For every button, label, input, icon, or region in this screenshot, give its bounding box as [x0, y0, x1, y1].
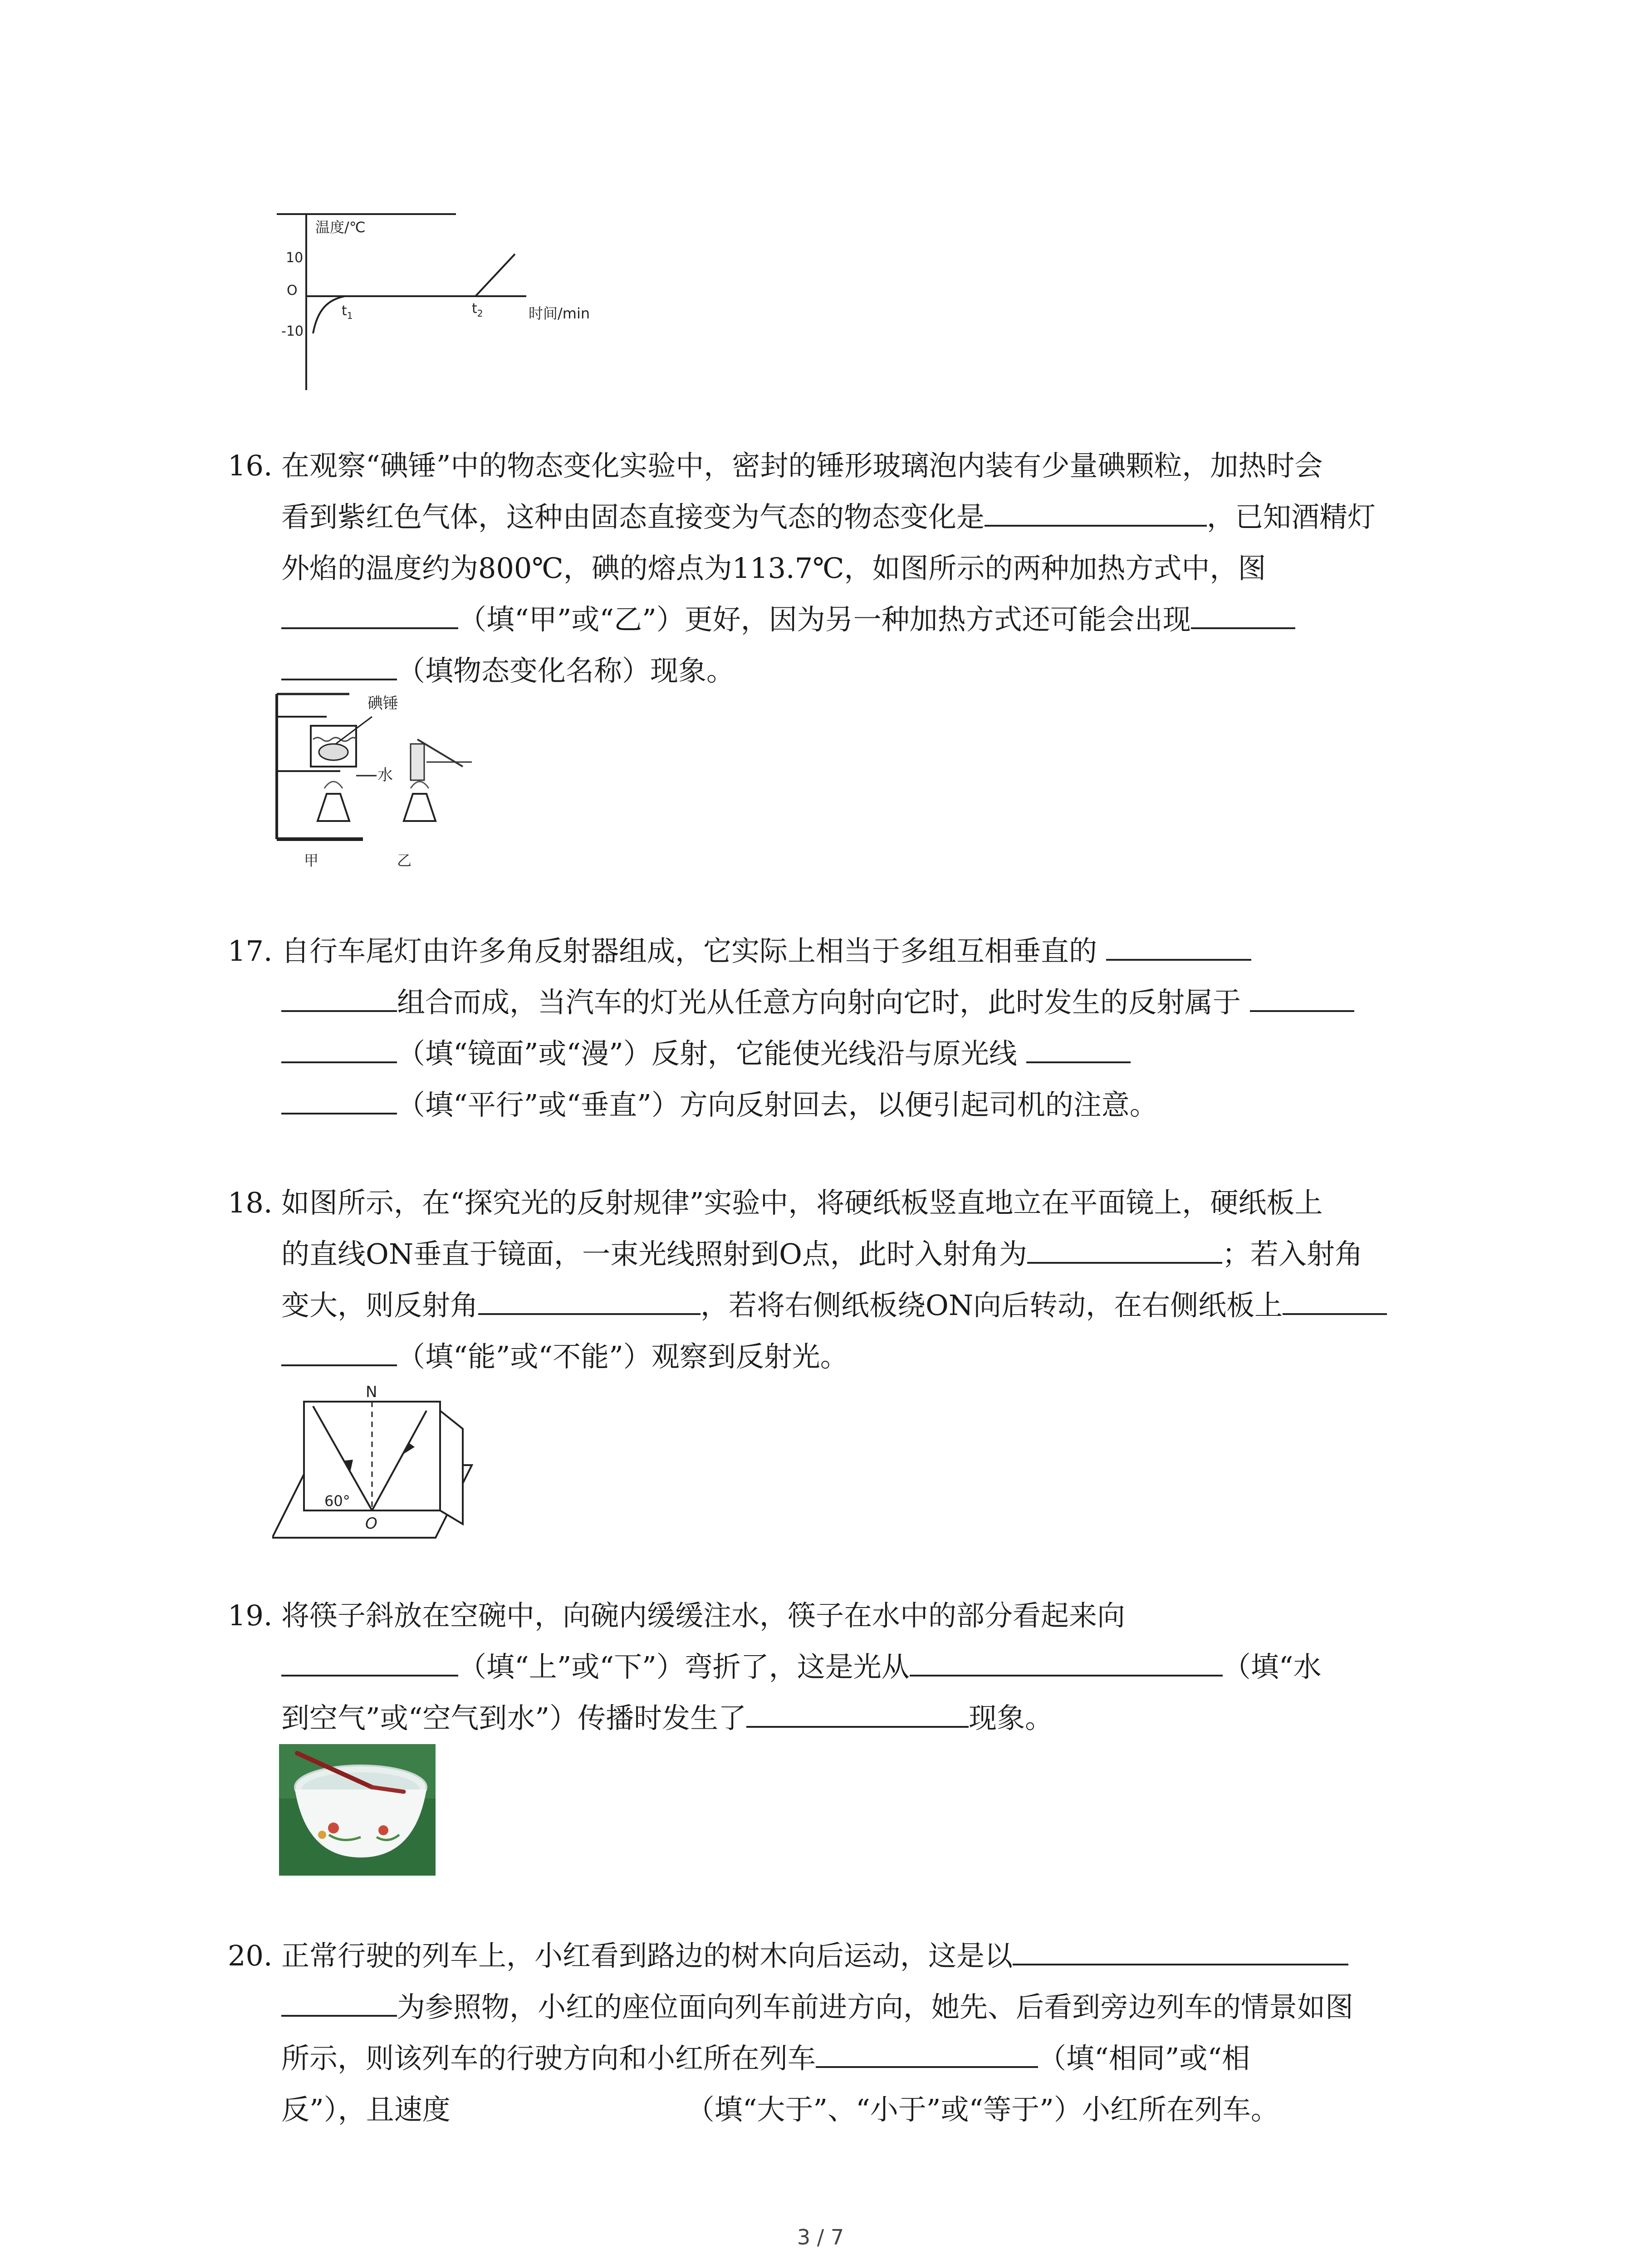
label-iodine-hammer: 碘锤	[367, 694, 398, 713]
question-number: 19.	[228, 1599, 273, 1632]
q18-line3a: 变大，则反射角	[281, 1289, 479, 1322]
question-number: 18.	[228, 1186, 273, 1219]
answer-blank[interactable]	[816, 2040, 1038, 2068]
q19-line3a: 到空气”或“空气到水”）传播时发生了	[281, 1701, 747, 1735]
question-number: 17.	[228, 934, 273, 968]
q19-line2a: （填“上”或“下”）弯折了，这是光从	[458, 1650, 910, 1683]
answer-blank[interactable]	[478, 1287, 700, 1315]
answer-blank[interactable]	[281, 1338, 397, 1366]
q17-line1: 自行车尾灯由许多角反射器组成，它实际上相当于多组互相垂直的	[281, 934, 1097, 968]
answer-blank[interactable]	[985, 499, 1207, 527]
x-axis-label: 时间/min	[529, 305, 590, 322]
q20-line1: 正常行驶的列车上，小红看到路边的树木向后运动，这是以	[281, 1939, 1013, 1972]
q20-line4a: 反”），且速度	[281, 2093, 451, 2126]
q16-line4: （填“甲”或“乙”）更好，因为另一种加热方式还可能会出现	[458, 603, 1191, 636]
question-16	[228, 440, 1453, 696]
temperature-time-graph	[245, 204, 653, 395]
q20-line4b: （填“大于”、“小于”或“等于”）小红所在列车。	[686, 2093, 1279, 2126]
q18-line1: 如图所示，在“探究光的反射规律”实验中，将硬纸板竖直地立在平面镜上，硬纸板上	[281, 1186, 1323, 1219]
light-reflection-figure	[272, 1379, 481, 1547]
answer-blank[interactable]	[281, 1086, 397, 1114]
answer-blank[interactable]	[746, 1700, 969, 1728]
t2-label: $t_2$	[472, 301, 483, 319]
label-point-o: O	[365, 1515, 377, 1533]
answer-blank[interactable]	[1026, 1035, 1131, 1063]
page-number: 3 / 7	[797, 2225, 844, 2249]
origin-label: O	[287, 283, 298, 298]
q16-line3: 外焰的温度约为800℃，碘的熔点为113.7℃，如图所示的两种加热方式中，图	[281, 552, 1266, 585]
answer-blank[interactable]	[281, 1648, 458, 1677]
q17-line3: （填“镜面”或“漫”）反射，它能使光线沿与原光线	[397, 1037, 1017, 1070]
t1-label: $t_1$	[342, 303, 353, 321]
q16-line5: （填物态变化名称）现象。	[397, 654, 735, 687]
q20-line3b: （填“相同”或“相	[1038, 2042, 1250, 2075]
answer-blank[interactable]	[910, 1648, 1223, 1677]
heating-curve-liquid	[475, 254, 515, 296]
label-yi: 乙	[397, 852, 412, 869]
answer-blank[interactable]	[1013, 1937, 1348, 1965]
question-number: 16.	[228, 449, 273, 482]
tick-neg10: -10	[281, 323, 304, 339]
y-axis-label: 温度/℃	[315, 219, 366, 236]
question-17	[228, 925, 1453, 1130]
answer-blank[interactable]	[1027, 1236, 1222, 1264]
question-19	[228, 1590, 1453, 1744]
q17-line2: 组合而成，当汽车的灯光从任意方向射向它时，此时发生的反射属于	[397, 986, 1241, 1019]
q16-line2b: ，已知酒精灯	[1207, 500, 1376, 533]
q20-line3a: 所示，则该列车的行驶方向和小红所在列车	[281, 2042, 816, 2075]
answer-blank[interactable]	[281, 652, 397, 680]
answer-blank[interactable]	[1250, 984, 1354, 1012]
q20-line2: 为参照物，小红的座位面向列车前进方向，她先、后看到旁边列车的情景如图	[397, 1990, 1354, 2024]
label-angle: 60°	[324, 1492, 350, 1510]
answer-blank[interactable]	[281, 601, 458, 629]
q19-line1: 将筷子斜放在空碗中，向碗内缓缓注水，筷子在水中的部分看起来向	[281, 1599, 1126, 1632]
heating-curve-solid	[313, 296, 345, 333]
q16-line1: 在观察“碘锤”中的物态变化实验中，密封的锤形玻璃泡内装有少量碘颗粒，加热时会	[281, 449, 1323, 482]
q18-line2b: ；若入射角	[1222, 1237, 1363, 1271]
question-number: 20.	[228, 1939, 273, 1972]
label-water: 水	[377, 766, 393, 784]
label-normal-n: N	[366, 1383, 377, 1401]
iodine-hammer-apparatus-figure	[272, 685, 490, 875]
q19-line3b: 现象。	[969, 1701, 1053, 1735]
tick-10: 10	[286, 250, 304, 266]
chopstick-in-bowl-photo	[279, 1744, 436, 1876]
answer-blank[interactable]	[281, 1035, 397, 1063]
answer-blank[interactable]	[281, 984, 397, 1012]
q16-line2a: 看到紫红色气体，这种由固态直接变为气态的物态变化是	[281, 500, 985, 533]
answer-blank[interactable]	[1106, 933, 1251, 961]
question-20	[228, 1930, 1453, 2135]
answer-blank[interactable]	[1283, 1287, 1387, 1315]
label-jia: 甲	[304, 852, 319, 869]
question-18	[228, 1177, 1453, 1382]
q19-line2b: （填“水	[1222, 1650, 1322, 1683]
answer-blank[interactable]	[281, 1989, 397, 2017]
answer-blank[interactable]	[1191, 601, 1295, 629]
q17-line4: （填“平行”或“垂直”）方向反射回去，以便引起司机的注意。	[397, 1088, 1158, 1121]
q18-line2a: 的直线ON垂直于镜面，一束光线照射到O点，此时入射角为	[281, 1237, 1027, 1271]
q18-line4: （填“能”或“不能”）观察到反射光。	[397, 1340, 848, 1373]
q18-line3b: ，若将右侧纸板绕ON向后转动，在右侧纸板上	[700, 1289, 1283, 1322]
